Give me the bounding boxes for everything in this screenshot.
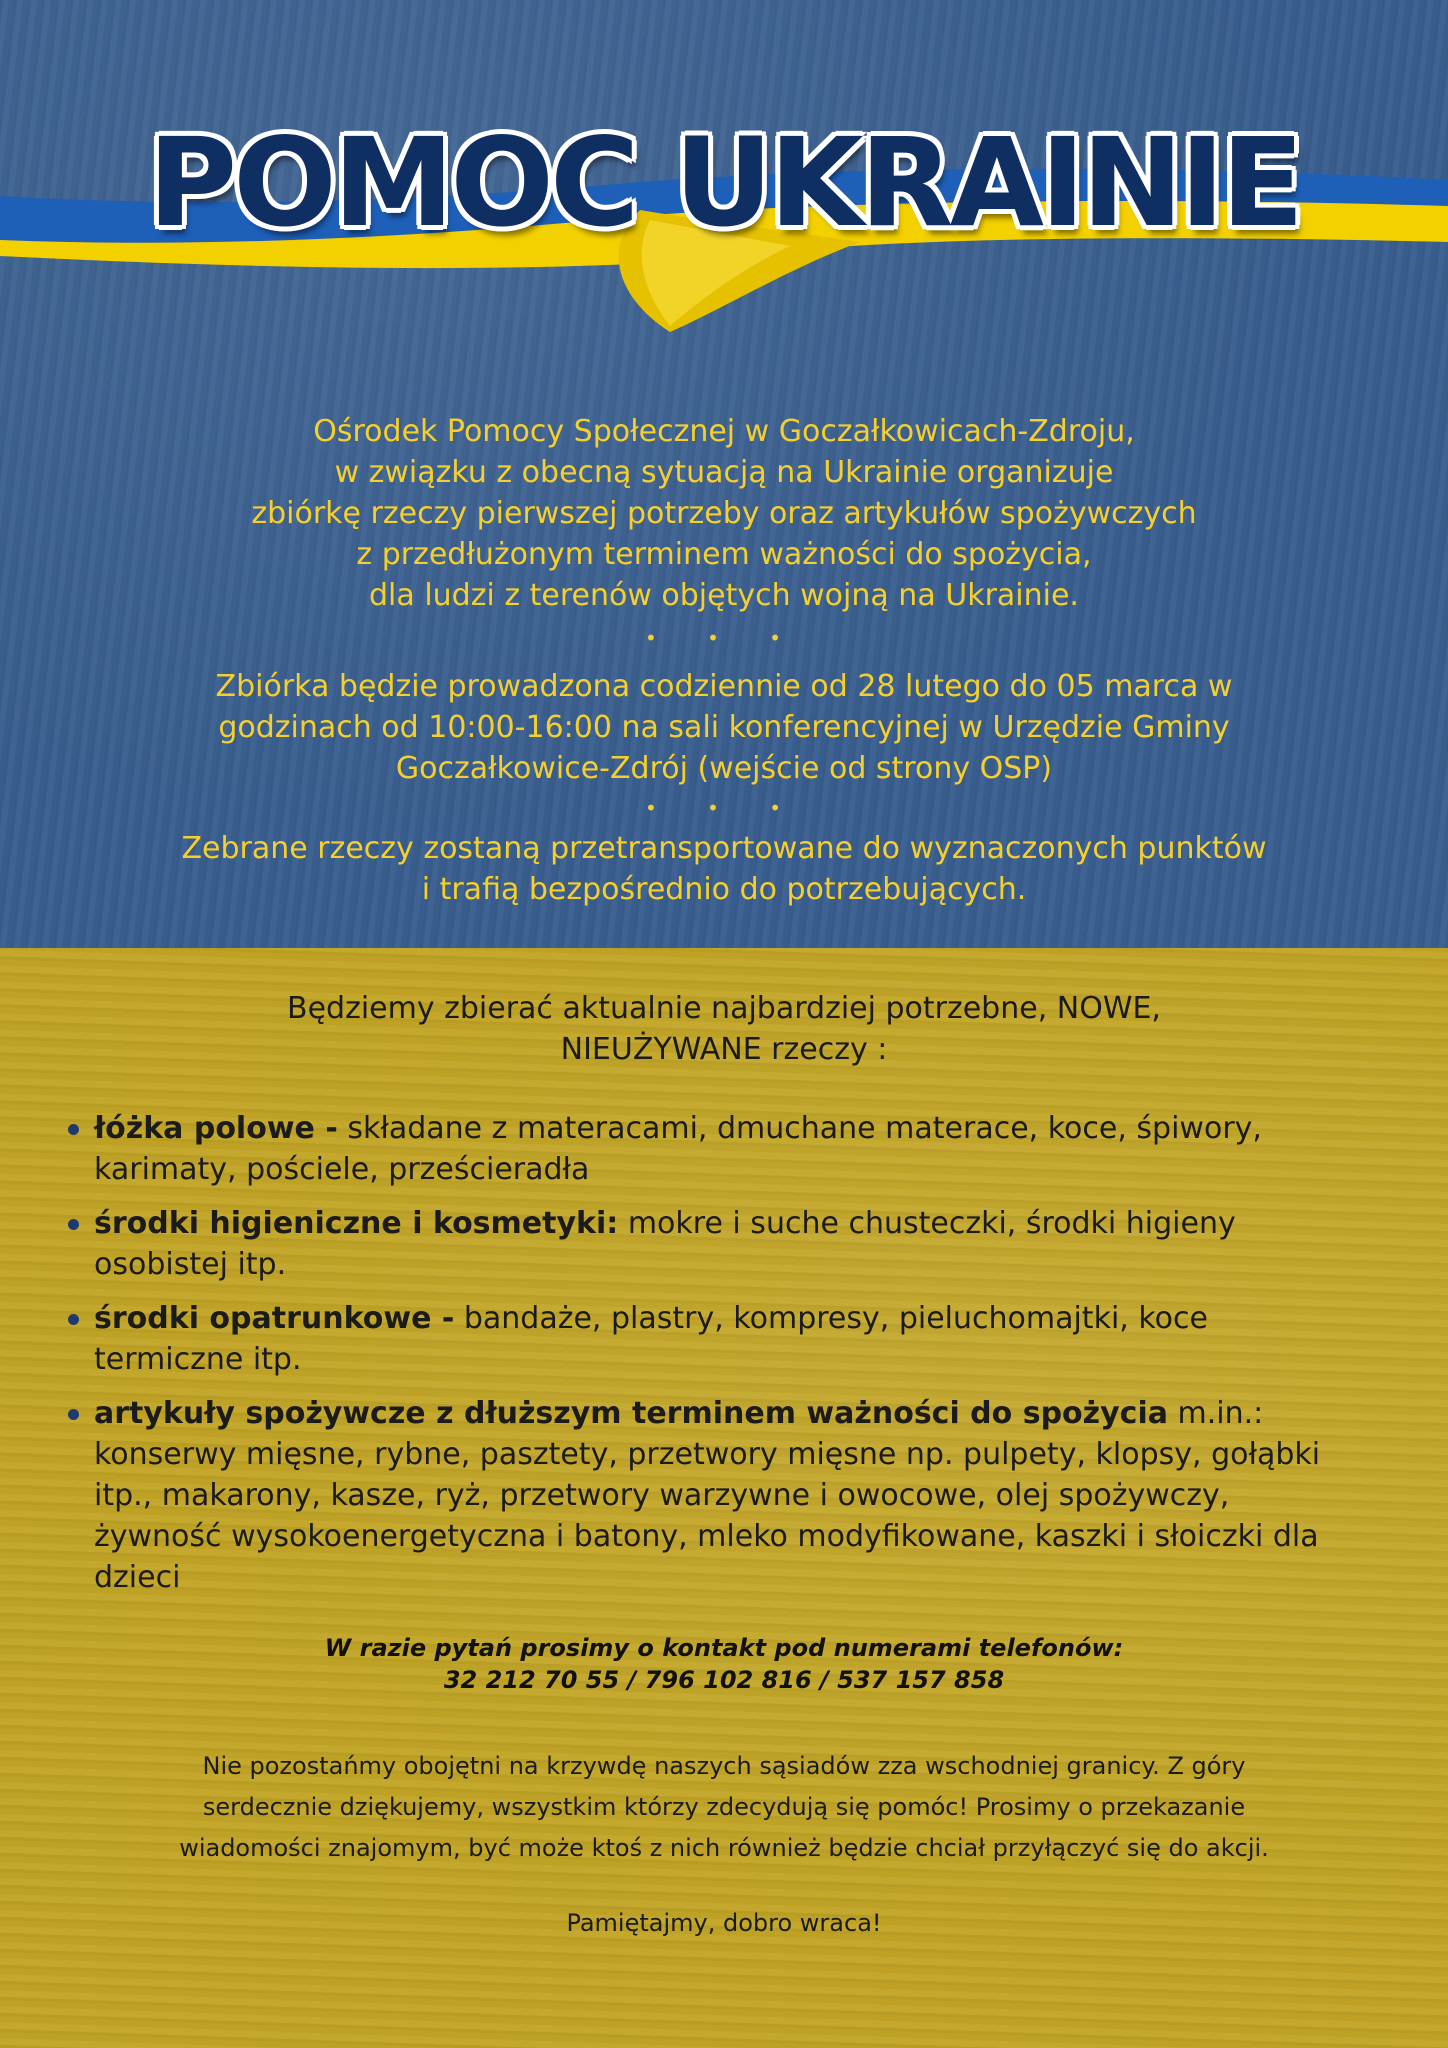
item-category: środki opatrunkowe - — [94, 1301, 455, 1336]
bullet-icon — [68, 1124, 79, 1135]
item-description: bandaże, plastry, kompresy, pieluchomajtki, koce termiczne itp. — [94, 1301, 1208, 1377]
intro-paragraph-1 — [60, 411, 1388, 616]
closing-line: Nie pozostańmy obojętni na krzywdę naszych sąsiadów zza wschodniej granicy. Z góry — [202, 1752, 1246, 1780]
dots-separator: • • • — [644, 626, 804, 650]
intro-line: godzinach od 10:00-16:00 na sali konferencyjnej w Urzędzie Gminy — [218, 710, 1230, 745]
motto: Pamiętajmy, dobro wraca! — [566, 1909, 882, 1937]
item-category: artykuły spożywcze z dłuższym terminem ważności do spożycia — [94, 1396, 1168, 1431]
phone-numbers: 32 212 70 55 / 796 102 816 / 537 157 858 — [443, 1666, 1005, 1694]
bullet-icon — [68, 1314, 79, 1325]
intro-line: i trafią bezpośrednio do potrzebujących. — [421, 872, 1027, 907]
closing-line: wiadomości znajomym, być może ktoś z nich również będzie chciał przyłączyć się do akcji. — [179, 1834, 1269, 1862]
intro-line: Zbiórka będzie prowadzona codziennie od 28 lutego do 05 marca w — [215, 669, 1233, 704]
intro-line: zbiórkę rzeczy pierwszej potrzeby oraz artykułów spożywczych — [251, 496, 1197, 531]
intro-line: Goczałkowice-Zdrój (wejście od strony OSP) — [395, 751, 1053, 786]
lead-line: Będziemy zbierać aktualnie najbardziej potrzebne, NOWE, — [287, 991, 1161, 1026]
collection-lead — [100, 988, 1348, 1070]
intro-line: w związku z obecną sytuacją na Ukrainie organizuje — [334, 455, 1114, 490]
dots-separator: • • • — [644, 796, 804, 820]
intro-line: z przedłużonym terminem ważności do spożycia, — [356, 537, 1092, 572]
bullet-icon — [68, 1219, 79, 1230]
item-category: łóżka polowe - — [94, 1111, 338, 1146]
item-category: środki higieniczne i kosmetyki: — [94, 1206, 619, 1241]
intro-line: Zebrane rzeczy zostaną przetransportowane do wyznaczonych punktów — [181, 831, 1267, 866]
item-description: m.in.: konserwy mięsne, rybne, pasztety, przetwory mięsne np. pulpety, klopsy, gołąbki itp., makarony, kasze, ryż, przetwory warzywne i owocowe, olej spożywczy, żywność wysokoenergetyczna i batony, mleko modyfikowane, kaszki i słoiczki dla dzieci — [94, 1396, 1321, 1595]
closing-paragraph — [80, 1746, 1368, 1869]
closing-line: serdecznie dziękujemy, wszystkim którzy zdecydują się pomóc! Prosimy o przekazanie — [202, 1793, 1246, 1821]
list-item — [60, 1203, 1360, 1285]
item-description: składane z materacami, dmuchane materace, koce, śpiwory, karimaty, pościele, prześcieradła — [94, 1111, 1262, 1187]
intro-line: dla ludzi z terenów objętych wojną na Ukrainie. — [369, 578, 1079, 613]
items-list — [60, 1108, 1360, 1611]
lead-line: NIEUŻYWANE rzeczy : — [560, 1032, 888, 1067]
bullet-icon — [68, 1409, 79, 1420]
list-item — [60, 1298, 1360, 1380]
contact-line: W razie pytań prosimy o kontakt pod numerami telefonów: — [324, 1634, 1124, 1662]
intro-paragraph-3 — [60, 828, 1388, 910]
item-description: mokre i suche chusteczki, środki higieny osobistej itp. — [94, 1206, 1236, 1282]
intro-line: Ośrodek Pomocy Społecznej w Goczałkowicach-Zdroju, — [313, 414, 1135, 449]
intro-paragraph-2 — [60, 666, 1388, 789]
list-item — [60, 1393, 1360, 1598]
page-title: POMOC UKRAINIE — [147, 112, 1301, 254]
contact-info — [0, 1632, 1448, 1696]
list-item — [60, 1108, 1360, 1190]
